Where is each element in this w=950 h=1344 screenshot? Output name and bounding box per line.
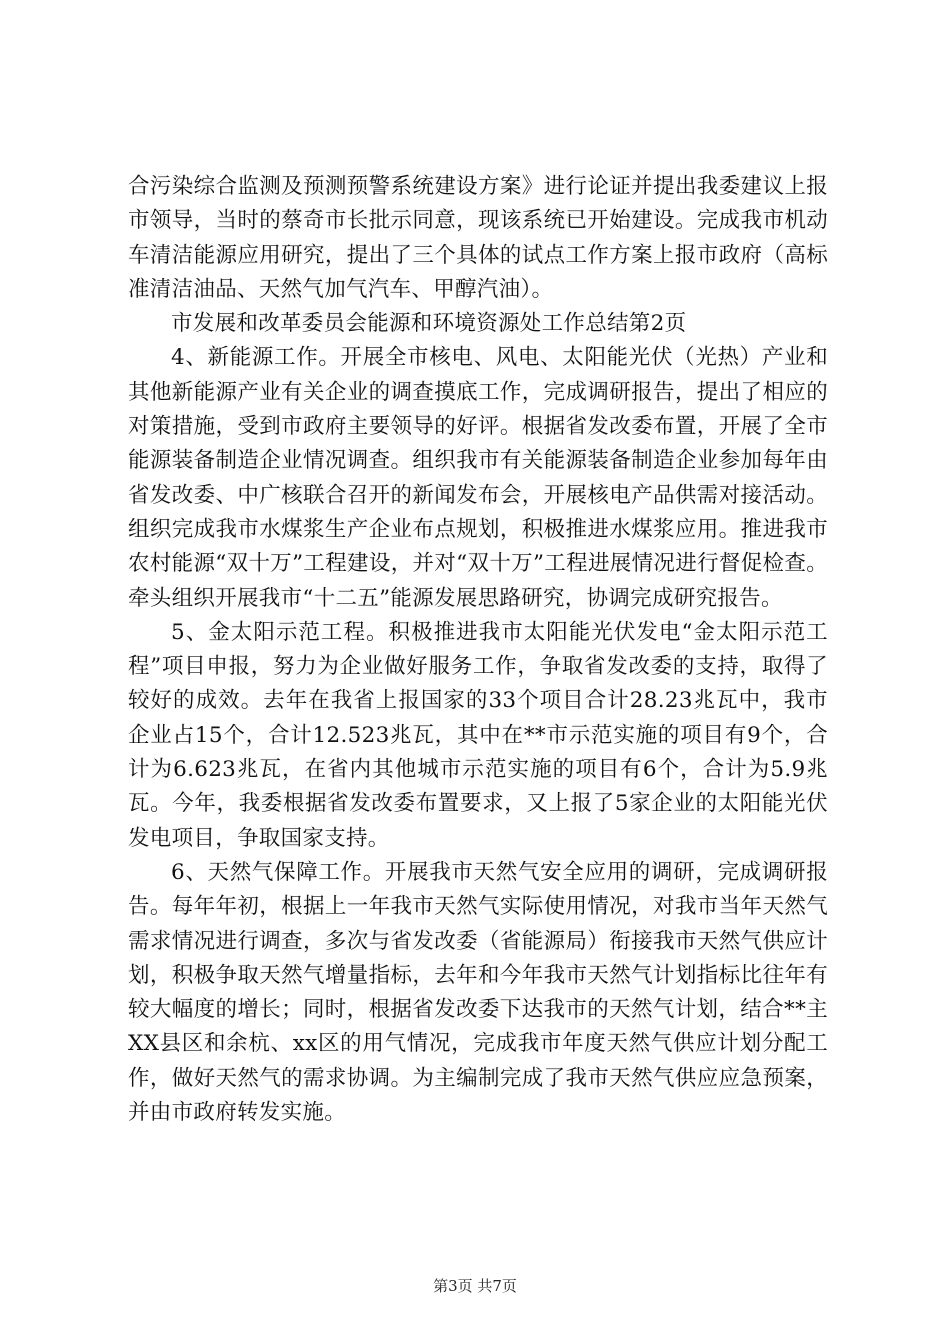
document-body xyxy=(128,170,828,1130)
paragraph-continuation: 合污染综合监测及预测预警系统建设方案》进行论证并提出我委建议上报市领导，当时的蔡奇市长批示同意，现该系统已开始建设。完成我市机动车清洁能源应用研究，提出了三个具体的试点工作方案上报市政府（高标准清洁油品、天然气加气汽车、甲醇汽油）。 xyxy=(128,174,828,302)
paragraph-natural-gas: 6、天然气保障工作。开展我市天然气安全应用的调研，完成调研报告。每年年初，根据上一年我市天然气实际使用情况，对我市当年天然气需求情况进行调查，多次与省发改委（省能源局）衔接我市天然气供应计划，积极争取天然气增量指标，去年和今年我市天然气计划指标比往年有较大幅度的增长；同时，根据省发改委下达我市的天然气计划，结合**主XX县区和余杭、xx区的用气情况，完成我市年度天然气供应计划分配工作，做好天然气的需求协调。为主编制完成了我市天然气供应应急预案，并由市政府转发实施。 xyxy=(128,859,828,1126)
page-footer: 第3页 共7页 xyxy=(433,1277,517,1295)
paragraph-golden-sun: 5、金太阳示范工程。积极推进我市太阳能光伏发电“金太阳示范工程”项目申报，努力为企业做好服务工作，争取省发改委的支持，取得了较好的成效。去年在我省上报国家的33个项目合计28.23兆瓦中，我市企业占15个，合计12.523兆瓦，其中在**市示范实施的项目有9个，合计为6.623兆瓦，在省内其他城市示范实施的项目有6个，合计为5.9兆瓦。今年，我委根据省发改委布置要求，又上报了5家企业的太阳能光伏发电项目，争取国家支持。 xyxy=(128,619,828,851)
paragraph-page-header: 市发展和改革委员会能源和环境资源处工作总结第2页 xyxy=(171,311,687,337)
paragraph-new-energy: 4、新能源工作。开展全市核电、风电、太阳能光伏（光热）产业和其他新能源产业有关企业的调查摸底工作，完成调研报告，提出了相应的对策措施，受到市政府主要领导的好评。根据省发改委布置，开展了全市能源装备制造企业情况调查。组织我市有关能源装备制造企业参加每年由省发改委、中广核联合召开的新闻发布会，开展核电产品供需对接活动。组织完成我市水煤浆生产企业布点规划，积极推进水煤浆应用。推进我市农村能源“双十万”工程建设，并对“双十万”工程进展情况进行督促检查。牵头组织开展我市“十二五”能源发展思路研究，协调完成研究报告。 xyxy=(128,345,828,611)
